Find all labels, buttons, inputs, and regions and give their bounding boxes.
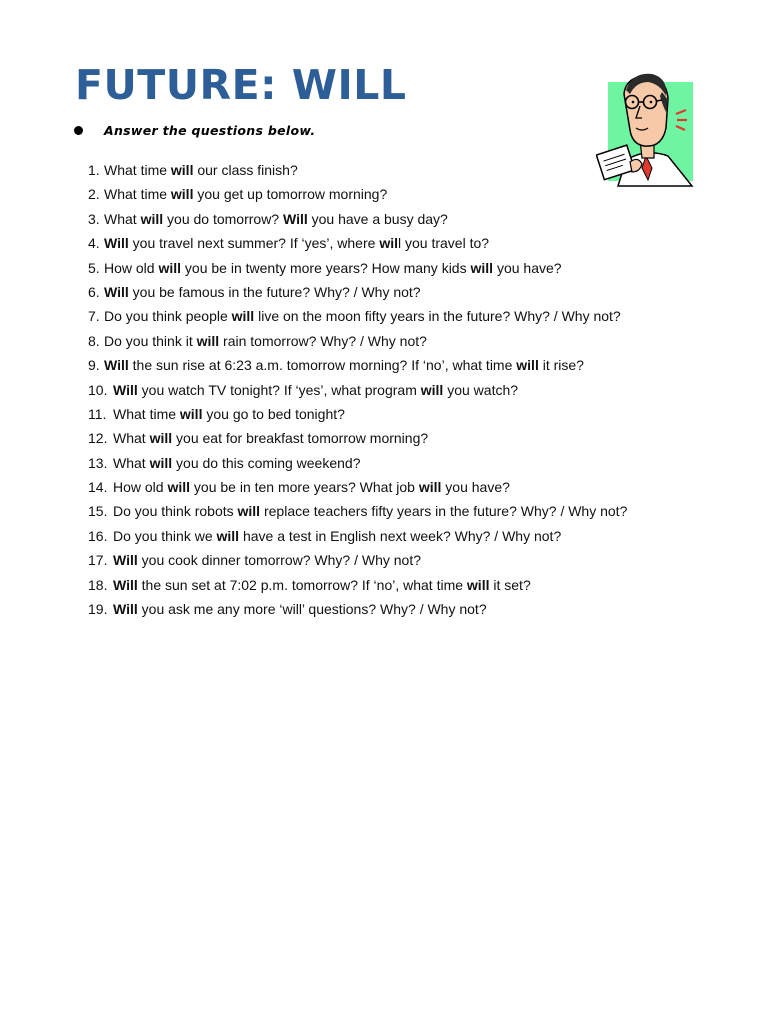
bullet-icon [74,126,83,135]
question-fragment: you eat for breakfast tomorrow morning? [172,430,429,447]
question-fragment: you cook dinner tomorrow? Why? / Why not? [137,552,421,569]
question-fragment: How old [113,479,168,496]
question-text [113,378,518,402]
question-item [88,475,627,499]
question-number: 9. [88,357,100,374]
question-fragment: you watch TV tonight? If ‘yes’, what program [137,381,421,398]
question-fragment: What [113,430,150,447]
question-text [104,256,562,280]
question-text [113,475,510,499]
keyword-will: Will [282,210,308,227]
question-fragment: replace teachers fifty years in the future? Why? / Why not? [260,503,628,520]
question-text [113,499,627,523]
question-fragment: you have? [493,259,562,276]
question-item [88,451,627,475]
question-fragment: Do you think people [104,308,232,325]
question-number: 7. [88,308,100,325]
question-fragment: Do you think robots [113,503,238,520]
question-fragment: the sun set at 7:02 p.m. tomorrow? If ‘no’, what time [137,576,467,593]
question-item [88,280,627,304]
question-item [88,402,627,426]
keyword-will: will [418,479,442,496]
question-number: 1. [88,162,100,178]
question-fragment: What time [104,186,171,203]
question-text [113,524,561,548]
question-fragment: l you travel to? [397,235,490,252]
question-fragment: you be famous in the future? Why? / Why not? [128,283,421,300]
question-number: 17. [88,552,108,569]
question-item [88,573,627,597]
question-number: 3. [88,210,100,227]
keyword-will: will [516,357,539,374]
question-fragment: you be in ten more years? What job [190,479,419,496]
question-item [88,548,627,572]
question-number: 13. [88,454,108,471]
keyword-will: will [466,576,490,593]
question-text [113,573,531,597]
question-item [88,499,627,523]
keyword-will: Will [104,235,129,252]
question-text [113,548,421,572]
question-item [88,597,627,621]
keyword-will: will [179,405,203,422]
question-fragment: Do you think we [113,527,217,544]
question-fragment: our class finish? [193,162,298,178]
question-list [88,158,627,621]
keyword-will: will [149,454,173,471]
keyword-will: will [237,503,261,520]
question-number: 11. [88,405,107,422]
question-text [104,280,421,304]
question-item [88,304,627,328]
question-fragment: you have? [441,479,510,496]
question-fragment: What time [104,162,171,178]
keyword-will: will [140,210,164,227]
keyword-will: will [231,308,255,325]
question-fragment: it rise? [538,357,584,374]
keyword-will: Will [113,381,138,398]
question-fragment: How old [104,259,159,276]
question-fragment: the sun rise at 6:23 a.m. tomorrow morning? If ‘no’, what time [128,357,517,374]
question-fragment: you go to bed tonight? [202,405,345,422]
question-fragment: you watch? [443,381,519,398]
question-number: 12. [88,430,108,447]
question-number: 8. [88,332,100,349]
question-item [88,158,627,182]
question-fragment: have a test in English next week? Why? / Why not? [239,527,562,544]
question-text [113,597,487,621]
keyword-will: Will [113,576,138,593]
question-number: 18. [88,576,108,593]
question-number: 10. [88,381,108,398]
question-item [88,353,627,377]
question-fragment: you do tomorrow? [163,210,283,227]
question-text [104,353,584,377]
question-fragment: it set? [489,576,531,593]
question-text [113,402,345,426]
question-fragment: you be in twenty more years? How many kids [181,259,471,276]
question-number: 2. [88,186,100,203]
question-text [104,207,448,231]
question-number: 19. [88,601,108,618]
keyword-will: will [167,479,191,496]
keyword-will: will [196,332,220,349]
keyword-will: will [170,162,194,178]
keyword-will: Will [104,357,129,374]
question-text [104,329,427,353]
question-fragment: you do this coming weekend? [172,454,361,471]
keyword-will: will [149,430,173,447]
keyword-will: will [420,381,444,398]
question-item [88,378,627,402]
question-number: 4. [88,235,100,252]
keyword-will: will [170,186,194,203]
question-item [88,256,627,280]
question-fragment: you get up tomorrow morning? [193,186,388,203]
question-text [113,451,360,475]
question-number: 6. [88,283,100,300]
question-item [88,329,627,353]
question-number: 15. [88,503,108,520]
keyword-will: Will [104,283,129,300]
page-title: FUTURE: WILL [75,61,407,109]
question-item [88,524,627,548]
question-text [104,182,387,206]
question-fragment: you ask me any more ‘will’ questions? Why? / Why not? [137,601,487,618]
question-item [88,426,627,450]
question-fragment: live on the moon fifty years in the future? Why? / Why not? [254,308,621,325]
keyword-will: will [216,527,240,544]
question-number: 16. [88,527,108,544]
question-fragment: rain tomorrow? Why? / Why not? [219,332,427,349]
keyword-will: will [158,259,182,276]
question-fragment: you travel next summer? If ‘yes’, where [128,235,380,252]
question-item [88,207,627,231]
instruction-text: Answer the questions below. [104,122,316,138]
question-item [88,182,627,206]
question-number: 14. [88,479,108,496]
keyword-will: Will [113,601,138,618]
question-fragment: Do you think it [104,332,197,349]
question-item [88,231,627,255]
keyword-will: Will [113,552,138,569]
question-fragment: What [104,210,141,227]
keyword-will: will [470,259,494,276]
question-fragment: What time [113,405,180,422]
instruction-row [74,121,315,139]
question-fragment: What [113,454,150,471]
question-text [104,304,621,328]
keyword-will: wil [379,235,398,252]
question-text [113,426,428,450]
question-text [104,158,298,182]
question-text [104,231,489,255]
question-number: 5. [88,259,100,276]
question-fragment: you have a busy day? [307,210,448,227]
